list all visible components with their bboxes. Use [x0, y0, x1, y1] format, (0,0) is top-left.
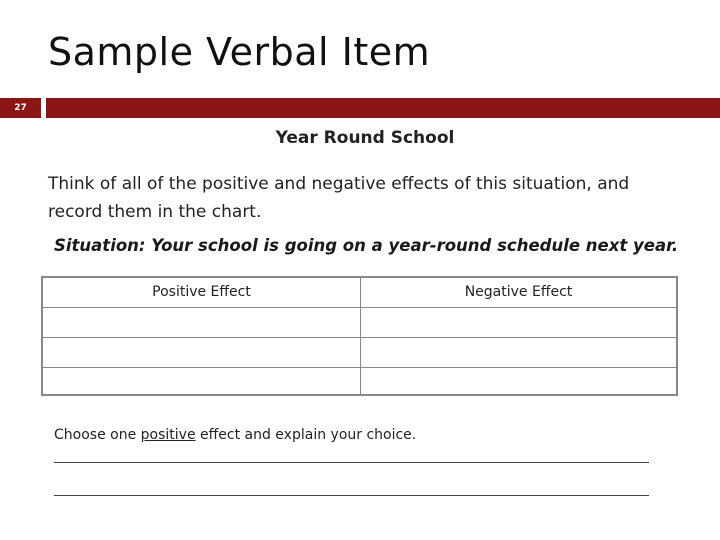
negative-effect-cell[interactable] — [361, 308, 676, 338]
question-prefix: Choose one — [54, 427, 141, 443]
question-suffix: effect and explain your choice. — [195, 427, 417, 443]
positive-effect-cell[interactable] — [43, 338, 361, 368]
positive-effect-header: Positive Effect — [43, 278, 361, 308]
instruction-text: Think of all of the positive and negative effects of this situation, and record them in the chart. — [48, 174, 630, 222]
slide-number: 27 — [0, 98, 41, 118]
effects-chart — [41, 276, 678, 396]
positive-effect-cell[interactable] — [43, 308, 361, 338]
negative-effect-header: Negative Effect — [361, 278, 676, 308]
choice-question — [54, 427, 416, 443]
answer-line[interactable] — [54, 462, 649, 463]
negative-effect-cell[interactable] — [361, 338, 676, 368]
item-heading: Year Round School — [275, 128, 455, 148]
positive-effect-cell[interactable] — [43, 368, 361, 394]
negative-effect-cell[interactable] — [361, 368, 676, 394]
question-emphasis: positive — [140, 427, 196, 443]
slide-title: Sample Verbal Item — [48, 30, 431, 74]
answer-line[interactable] — [54, 495, 649, 496]
situation-text: Situation: Your school is going on a year-round schedule next year. — [54, 236, 679, 255]
accent-bar — [46, 98, 720, 118]
